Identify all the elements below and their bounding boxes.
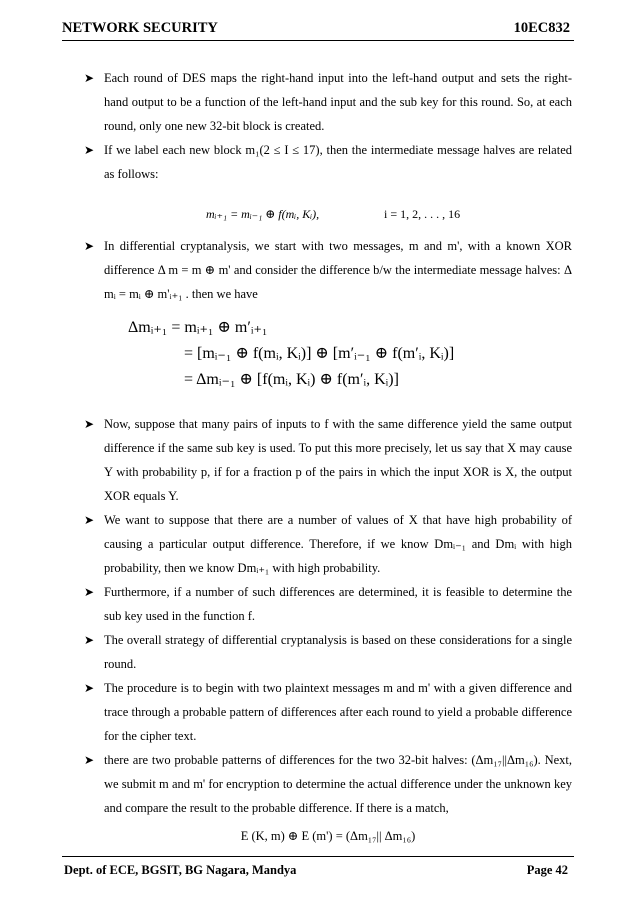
bullet-item — [84, 66, 572, 138]
bullet-item — [84, 676, 572, 748]
page-footer — [62, 856, 574, 877]
arrow-bullet-icon: ➤ — [84, 71, 95, 85]
footer-dept: Dept. of ECE, BGSIT, BG Nagara, Mandya — [64, 863, 297, 877]
difference-formula — [84, 312, 572, 412]
header-title: NETWORK SECURITY — [62, 20, 218, 36]
bullet-text: Each round of DES maps the right-hand input into the left-hand output and sets the right-hand output to be a function of the left-hand input and the sub key for this round. So, at each round, only one new 32-bit block is created. — [104, 71, 572, 133]
round-formula-range: i = 1, 2, . . . , 16 — [384, 207, 461, 221]
arrow-bullet-icon: ➤ — [84, 239, 95, 253]
final-equation: E (K, m) ⊕ E (m') = (Δm₁₇|| Δm₁₆) — [240, 829, 416, 843]
bullet-text: The procedure is to begin with two plaintext messages m and m' with a given difference and trace through a probable pattern of differences after each round to yield a probable difference for the cipher text. — [104, 681, 572, 743]
bullet-item — [84, 234, 572, 306]
bullet-text: We want to suppose that there are a number of values of X that have high probability of causing a particular output difference. Therefore, if we know Dmᵢ₋₁ and Dmᵢ with high probability, then we know Dmᵢ₊₁ with high probability. — [104, 513, 572, 575]
page-header — [62, 18, 574, 41]
difference-formula-line1: Δmᵢ₊₁ = mᵢ₊₁ ⊕ m′ᵢ₊₁ — [128, 319, 268, 336]
footer-page-number: Page 42 — [526, 863, 568, 877]
header-code: 10EC832 — [513, 20, 570, 36]
bullet-text: In differential cryptanalysis, we start with two messages, m and m', with a known XOR difference Δ m = m ⊕ m' and consider the difference b/w the intermediate message halves: Δ mᵢ = mᵢ ⊕ m'ᵢ₊₁ . then we have — [104, 239, 572, 301]
bullet-item — [84, 748, 572, 820]
arrow-bullet-icon: ➤ — [84, 633, 95, 647]
bullet-item — [84, 580, 572, 628]
bullet-text: Now, suppose that many pairs of inputs to f with the same difference yield the same output difference if the same sub key is used. To put this more precisely, let us say that X may cause Y with probability p, if for a fraction p of the pairs in which the input XOR is X, the output XOR equals Y. — [104, 417, 572, 503]
round-formula-left: mᵢ₊₁ = mᵢ₋₁ ⊕ f(mᵢ, Kᵢ), — [206, 207, 320, 221]
arrow-bullet-icon: ➤ — [84, 513, 95, 527]
bullet-text: If we label each new block m₁(2 ≤ I ≤ 17), then the intermediate message halves are related as follows: — [104, 143, 572, 181]
bullet-item — [84, 138, 572, 186]
arrow-bullet-icon: ➤ — [84, 585, 95, 599]
difference-formula-line2: = [mᵢ₋₁ ⊕ f(mᵢ, Kᵢ)] ⊕ [m′ᵢ₋₁ ⊕ f(m′ᵢ, Kᵢ)] — [184, 345, 455, 362]
arrow-bullet-icon: ➤ — [84, 753, 95, 767]
bullet-item — [84, 508, 572, 580]
bullet-text: Furthermore, if a number of such differences are determined, it is feasible to determine the sub key used in the function f. — [104, 585, 572, 623]
bullet-item — [84, 412, 572, 508]
bullet-text: there are two probable patterns of differences for the two 32-bit halves: (Δm₁₇||Δm₁₆). Next, we submit m and m' for encryption to determine the actual difference under the unknown key and compare the result to the probable difference. If there is a match, — [104, 753, 572, 815]
bullet-item — [84, 628, 572, 676]
round-formula — [84, 186, 572, 234]
arrow-bullet-icon: ➤ — [84, 417, 95, 431]
page-body — [84, 66, 572, 848]
difference-formula-line3: = Δmᵢ₋₁ ⊕ [f(mᵢ, Kᵢ) ⊕ f(m′ᵢ, Kᵢ)] — [184, 371, 399, 388]
arrow-bullet-icon: ➤ — [84, 681, 95, 695]
bullet-text: The overall strategy of differential cryptanalysis is based on these considerations for a single round. — [104, 633, 572, 671]
arrow-bullet-icon: ➤ — [84, 143, 95, 157]
